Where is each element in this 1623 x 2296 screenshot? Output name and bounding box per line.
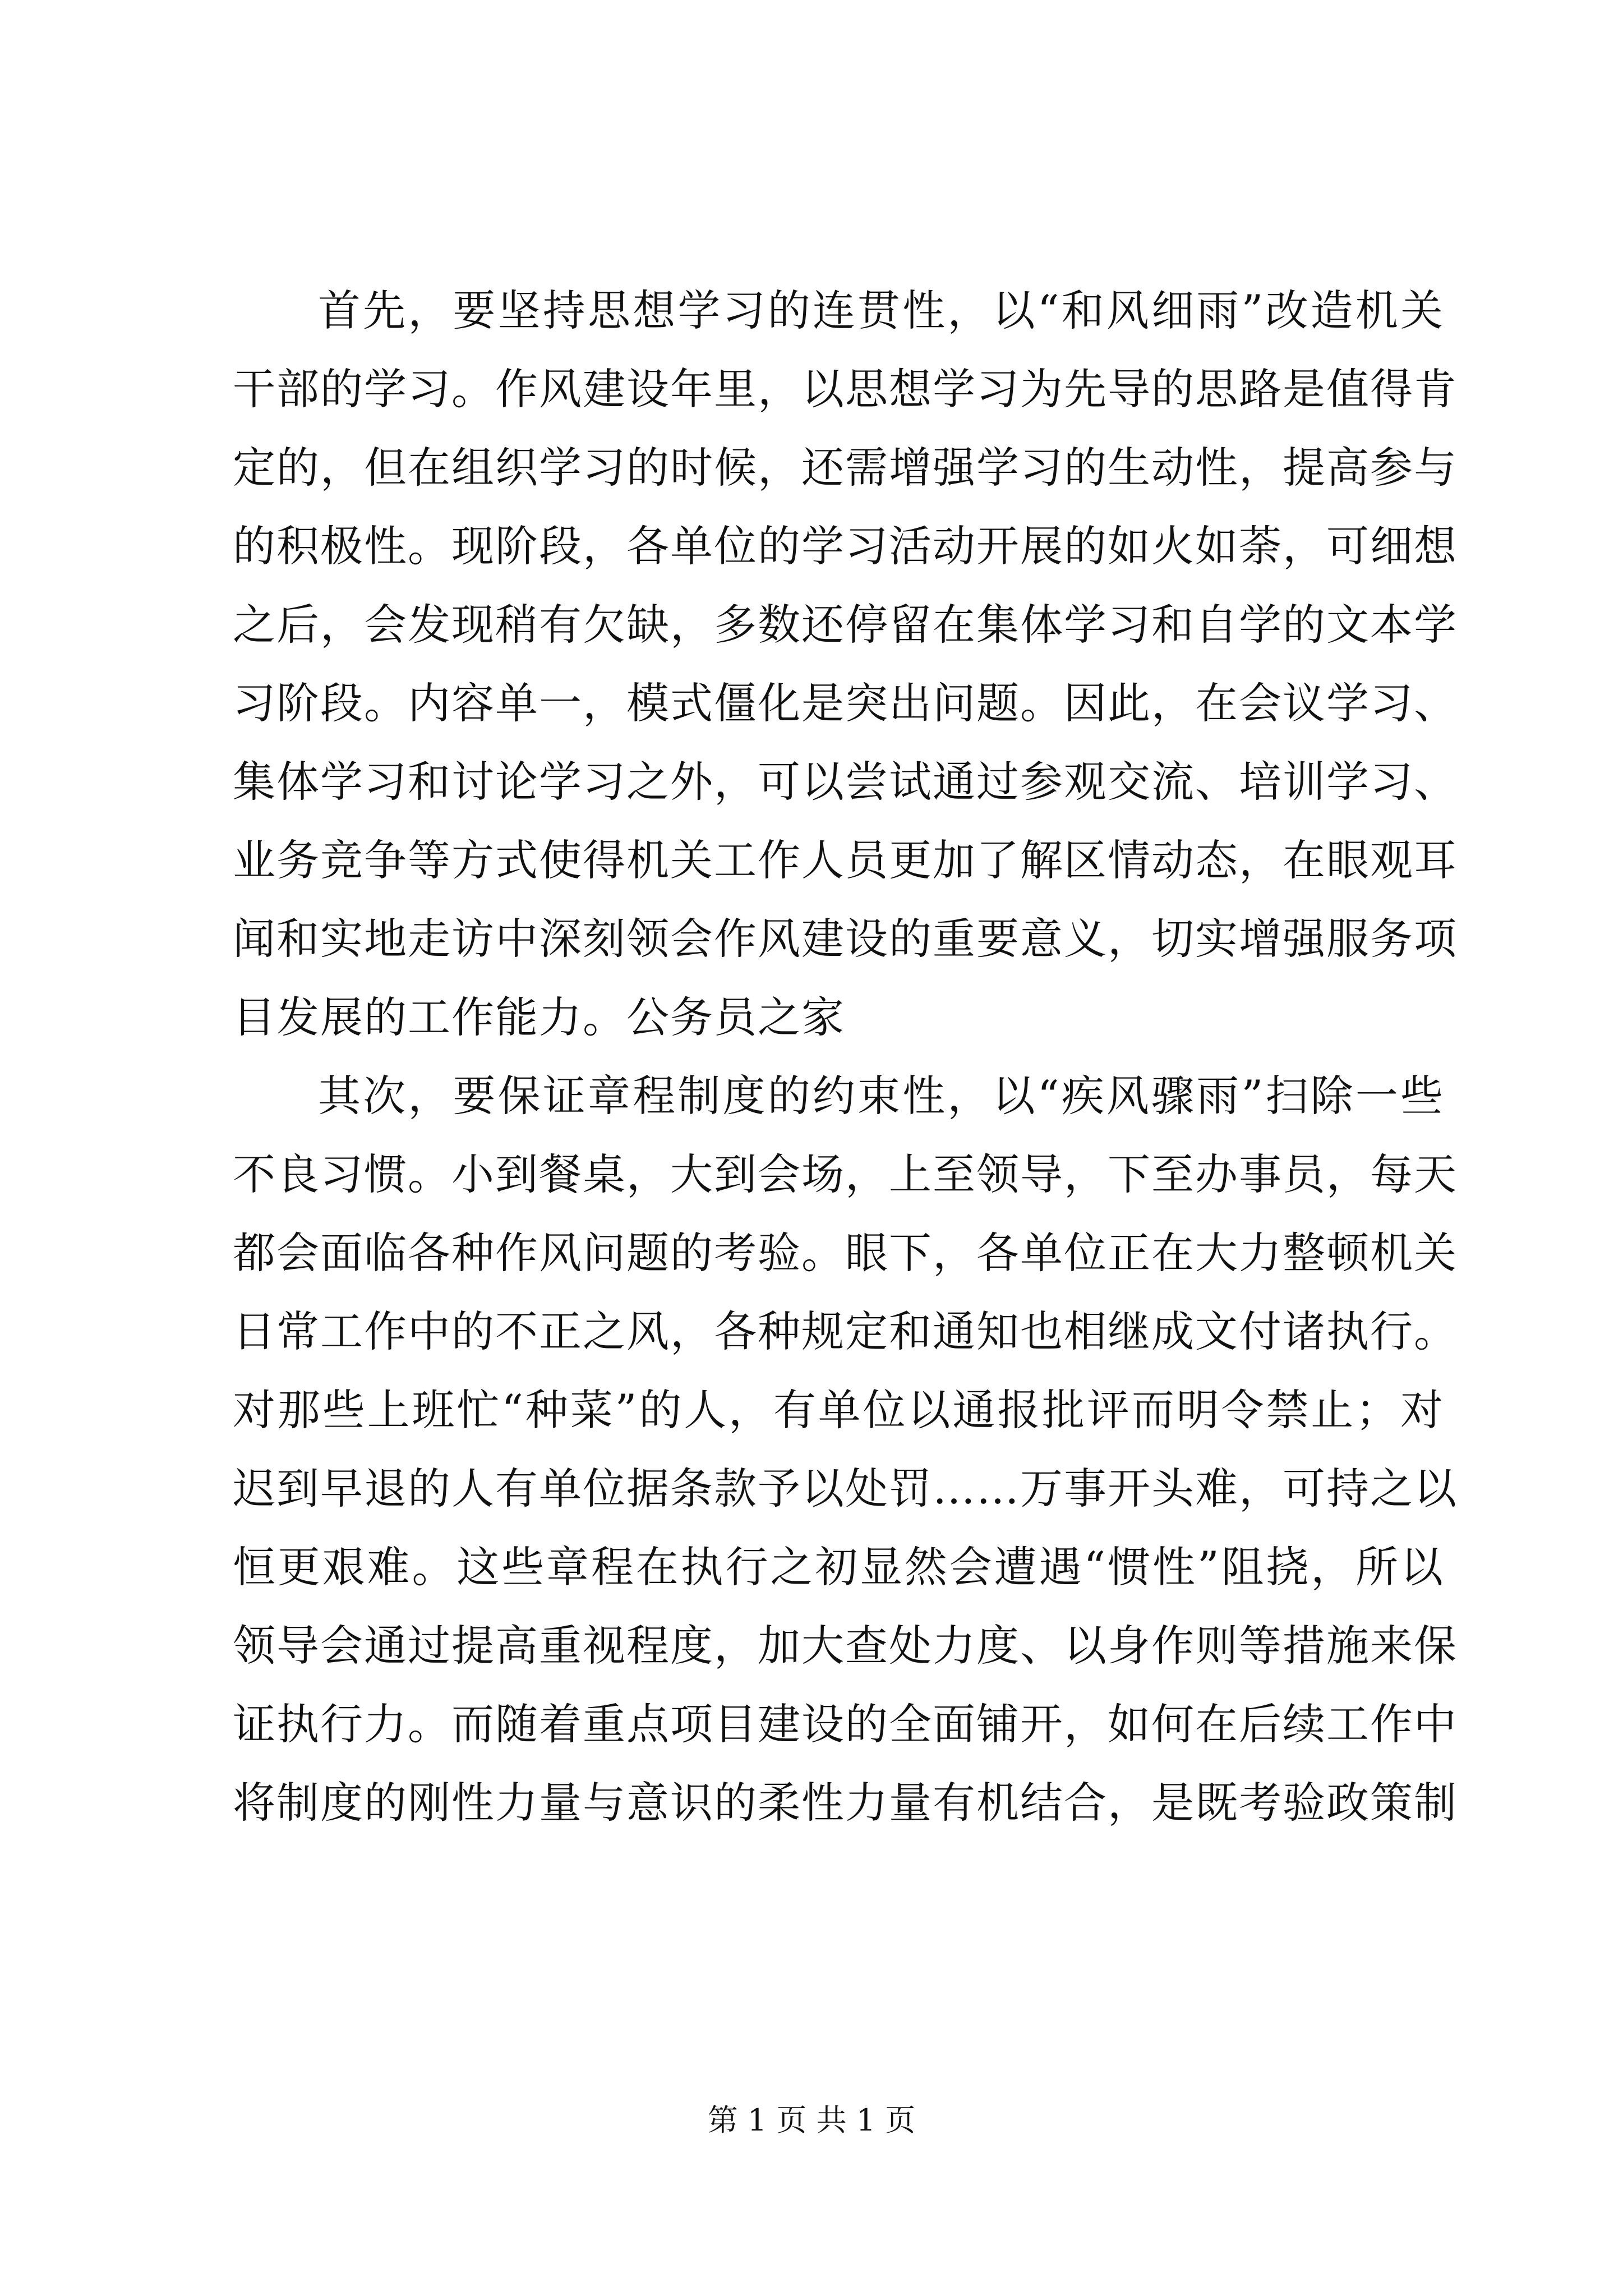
text-line: 习阶段。内容单一，模式僵化是突出问题。因此，在会议学习、 — [233, 678, 1458, 728]
text-line: 都会面临各种作风问题的考验。眼下，各单位正在大力整顿机关 — [233, 1228, 1458, 1278]
text-line: 业务竞争等方式使得机关工作人员更加了解区情动态，在眼观耳 — [233, 835, 1458, 885]
text-line: 干部的学习。作风建设年里，以思想学习为先导的思路是值得肯 — [233, 364, 1458, 414]
document-body — [233, 272, 1458, 1842]
text-line: 迟到早退的人有单位据条款予以处罚……万事开头难，可持之以 — [233, 1464, 1458, 1513]
text-line: 不良习惯。小到餐桌，大到会场，上至领导，下至办事员，每天 — [233, 1149, 1458, 1199]
text-line: 的积极性。现阶段，各单位的学习活动开展的如火如荼，可细想 — [233, 521, 1458, 571]
text-line: 定的，但在组织学习的时候，还需增强学习的生动性，提高参与 — [233, 443, 1458, 493]
text-line: 之后，会发现稍有欠缺，多数还停留在集体学习和自学的文本学 — [233, 600, 1458, 650]
text-line: 集体学习和讨论学习之外，可以尝试通过参观交流、培训学习、 — [233, 757, 1458, 807]
paragraph-1 — [233, 272, 1458, 1057]
text-line: 目发展的工作能力。公务员之家 — [233, 992, 845, 1042]
text-line: 领导会通过提高重视程度，加大查处力度、以身作则等措施来保 — [233, 1621, 1458, 1671]
text-line: 闻和实地走访中深刻领会作风建设的重要意义，切实增强服务项 — [233, 914, 1458, 964]
text-line: 对那些上班忙“种菜”的人，有单位以通报批评而明令禁止；对 — [233, 1385, 1444, 1435]
text-line: 日常工作中的不正之风，各种规定和通知也相继成文付诸执行。 — [233, 1306, 1458, 1356]
page-footer: 第 1 页 共 1 页 — [707, 2102, 916, 2138]
text-line: 其次，要保证章程制度的约束性，以“疾风骤雨”扫除一些 — [318, 1071, 1444, 1121]
text-line: 恒更艰难。这些章程在执行之初显然会遭遇“惯性”阻挠，所以 — [233, 1542, 1444, 1592]
text-line: 将制度的刚性力量与意识的柔性力量有机结合，是既考验政策制 — [233, 1778, 1458, 1828]
paragraph-2 — [233, 1057, 1458, 1842]
text-line: 首先，要坚持思想学习的连贯性，以“和风细雨”改造机关 — [318, 286, 1444, 335]
text-line: 证执行力。而随着重点项目建设的全面铺开，如何在后续工作中 — [233, 1699, 1458, 1749]
